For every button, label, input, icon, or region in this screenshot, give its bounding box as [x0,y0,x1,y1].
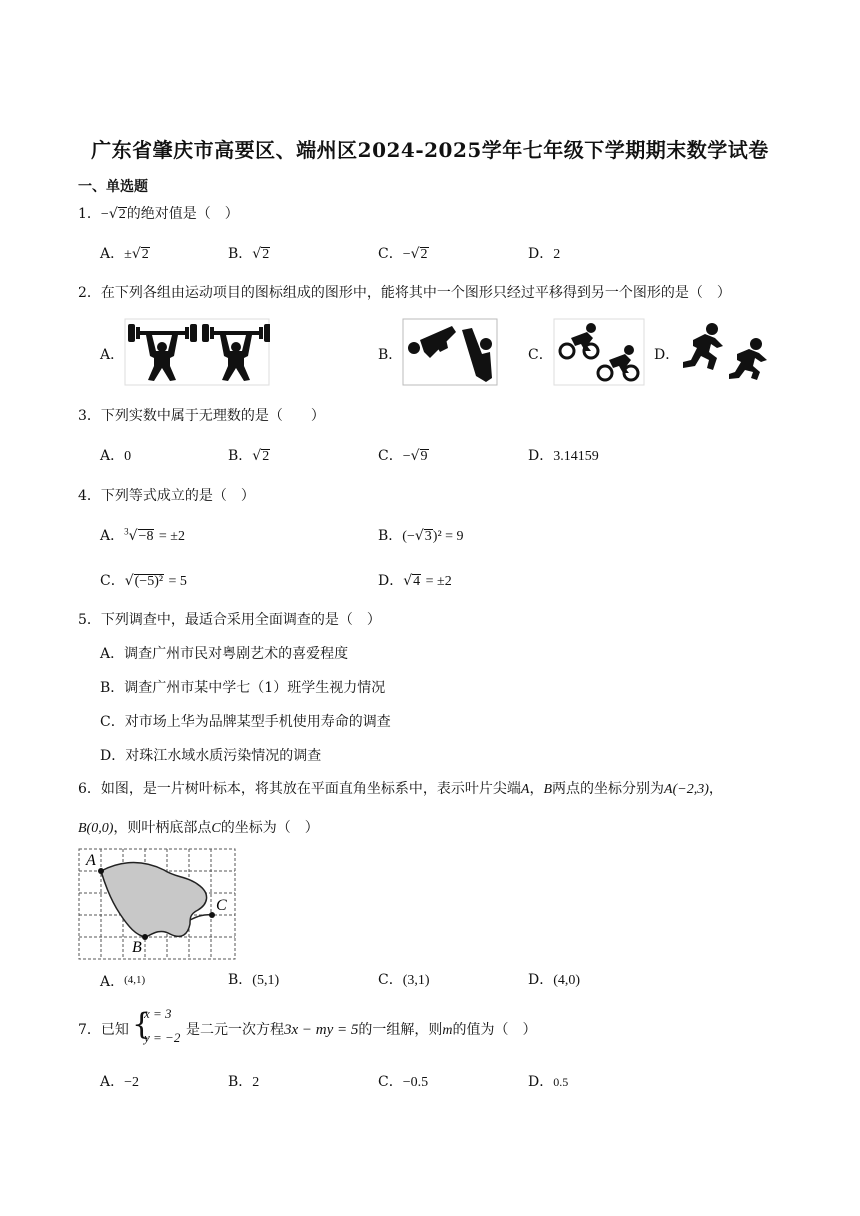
point-b [142,934,148,940]
question-number: 1． [78,206,101,222]
radical-sign: √ [124,573,134,589]
coordinate-a: A(−2,3) [664,782,709,797]
option-label: A． [100,246,125,262]
radicand: 2 [420,247,428,262]
option-label: C． [378,246,403,262]
option-b[interactable]: B．调查广州市某中学七（1）班学生视力情况 [100,680,386,696]
option-c[interactable]: C．对市场上华为品牌某型手机使用寿命的调查 [100,714,391,730]
point-c [209,912,215,918]
option-value: −0.5 [402,1075,429,1090]
point-a-label: A [520,782,530,797]
option-value: 3.14159 [553,449,599,464]
question-text: 下列等式成立的是（ ） [100,488,255,504]
punctuation: ， [529,781,544,797]
option-b[interactable] [228,445,270,465]
option-d[interactable] [528,243,560,263]
question-text: 的一组解，则 [358,1022,443,1038]
option-value: 2 [553,247,561,262]
system-equation-1: x = 3 [144,1006,172,1021]
option-label: C． [378,448,403,464]
question-number: 4． [78,488,101,504]
option-a[interactable]: A． [100,347,125,363]
swimmer-rotated-icon [402,318,498,386]
question-3 [78,405,325,425]
option-a[interactable] [100,243,150,263]
question-number: 2． [78,285,101,301]
question-1 [78,203,239,223]
radicand: 9 [420,449,428,464]
point-b-label: B [543,782,553,797]
option-rhs: )² = 9 [432,529,464,544]
option-value: −2 [124,1075,140,1090]
radical-sign: √ [410,246,420,262]
option-label: B． [378,528,403,544]
radical-sign: √ [403,573,413,589]
option-value: (4,1) [124,974,146,986]
option-value: (5,1) [252,973,280,988]
question-text: 的值为（ ） [452,1022,537,1038]
option-a[interactable]: A．调查广州市民对粤剧艺术的喜爱程度 [100,646,349,662]
question-5 [78,609,381,629]
question-text: ，则叶柄底部点 [113,820,212,836]
section-heading: 一、单选题 [78,179,148,195]
option-value: (3,1) [402,973,430,988]
radicand: 2 [118,207,126,222]
question-7-text [186,1019,537,1039]
radicand: (−5)² [134,574,164,589]
option-label: A． [100,528,125,544]
runner-pair-icon [679,322,769,380]
option-label: B． [228,246,253,262]
option-c[interactable] [100,570,187,590]
point-a [98,868,104,874]
question-text: 的绝对值是（ ） [126,206,239,222]
option-label: A． [100,1074,125,1090]
label-c: C [216,897,227,914]
point-c-label: C [211,821,221,836]
question-2 [78,282,731,302]
option-sign: ± [124,247,132,262]
radical-sign: √ [414,528,424,544]
radical-sign: √ [252,246,262,262]
radical-sign: √ [252,448,262,464]
option-label: D． [528,1074,554,1090]
variable-m: m [442,1023,453,1038]
option-rhs: = 5 [168,574,187,589]
radicand: 3 [424,529,432,544]
option-c[interactable] [378,243,429,263]
root-index: 3 [124,526,129,537]
leaf-stalk [190,915,212,920]
option-value: 0.5 [553,1075,569,1089]
question-text: 在下列各组由运动项目的图标组成的图形中，能将其中一个图形只经过平移得到另一个图形的是（ ） [100,285,731,301]
radicand: 2 [141,247,149,262]
radical-sign: √ [131,246,141,262]
question-text: 两点的坐标分别为 [552,781,665,797]
question-6-line1 [78,778,723,798]
option-label: A． [100,974,125,990]
question-text: 的坐标为（ ） [220,820,319,836]
option-b[interactable] [228,969,279,989]
minus-sign: − [100,207,109,222]
option-label: C． [100,573,125,589]
option-a[interactable] [100,1071,139,1091]
radical-sign: √ [108,206,118,222]
option-label: A． [100,448,125,464]
cyclist-pair-icon [553,318,645,386]
option-d[interactable] [528,969,580,989]
question-7-intro [78,1019,129,1039]
radicand: −8 [138,529,154,544]
question-text: 下列实数中属于无理数的是（ ） [100,408,325,424]
system-equation-2: y = −2 [144,1030,181,1045]
radical-sign: √ [128,528,138,544]
option-label: D． [528,246,554,262]
question-number: 7． [78,1022,101,1038]
option-d[interactable]: D． [654,347,680,363]
radical-sign: √ [410,448,420,464]
paper-title: 广东省肇庆市高要区、端州区2024-2025学年七年级下学期期末数学试卷 [91,138,769,162]
label-b: B [132,939,142,956]
option-d[interactable] [378,570,452,590]
punctuation: ， [708,781,723,797]
radicand: 4 [413,574,421,589]
option-c[interactable] [378,969,430,989]
option-c[interactable]: C． [528,347,553,363]
option-label: C． [378,1074,403,1090]
option-b[interactable] [378,525,464,545]
option-b[interactable]: B． [378,347,403,363]
option-value: 2 [252,1075,260,1090]
coordinate-b: B(0,0) [78,821,114,836]
option-rhs: = ±2 [158,529,185,544]
option-label: C． [378,972,403,988]
option-rhs: = ±2 [425,574,452,589]
option-sign: − [402,449,411,464]
option-d[interactable] [528,1071,568,1091]
option-label: B． [228,972,253,988]
option-a[interactable] [100,971,145,991]
option-label: B． [228,1074,253,1090]
system-brace: { [132,1007,152,1042]
label-a: A [86,852,96,869]
option-a[interactable] [100,445,131,465]
option-c[interactable] [378,445,429,465]
question-text: 如图，是一片树叶标本，将其放在平面直角坐标系中，表示叶片尖端 [100,781,521,797]
option-d[interactable] [528,445,599,465]
option-sign: − [402,247,411,262]
option-label: D． [528,972,554,988]
question-number: 6． [78,781,101,797]
option-value: (4,0) [553,973,581,988]
equation: 3x − my = 5 [284,1022,359,1038]
weightlifter-pair-icon [124,318,270,386]
option-label: D． [378,573,404,589]
radicand: 2 [262,247,270,262]
option-sign: (− [402,529,415,544]
question-number: 3． [78,408,101,424]
option-label: D． [528,448,554,464]
option-label: B． [228,448,253,464]
question-number: 5． [78,612,101,628]
question-6-line2 [78,817,319,837]
radicand: 2 [262,449,270,464]
question-text: 是二元一次方程 [186,1022,284,1038]
leaf-grid-figure [78,848,236,960]
option-a[interactable] [100,525,185,545]
option-value: 0 [124,449,132,464]
question-text: 下列调查中，最适合采用全面调查的是（ ） [100,612,381,628]
question-4 [78,485,255,505]
option-d[interactable]: D．对珠江水域水质污染情况的调查 [100,748,322,764]
option-b[interactable] [228,243,270,263]
question-text: 已知 [100,1022,129,1038]
option-b[interactable] [228,1071,259,1091]
option-c[interactable] [378,1071,428,1091]
leaf-shape [101,863,207,937]
